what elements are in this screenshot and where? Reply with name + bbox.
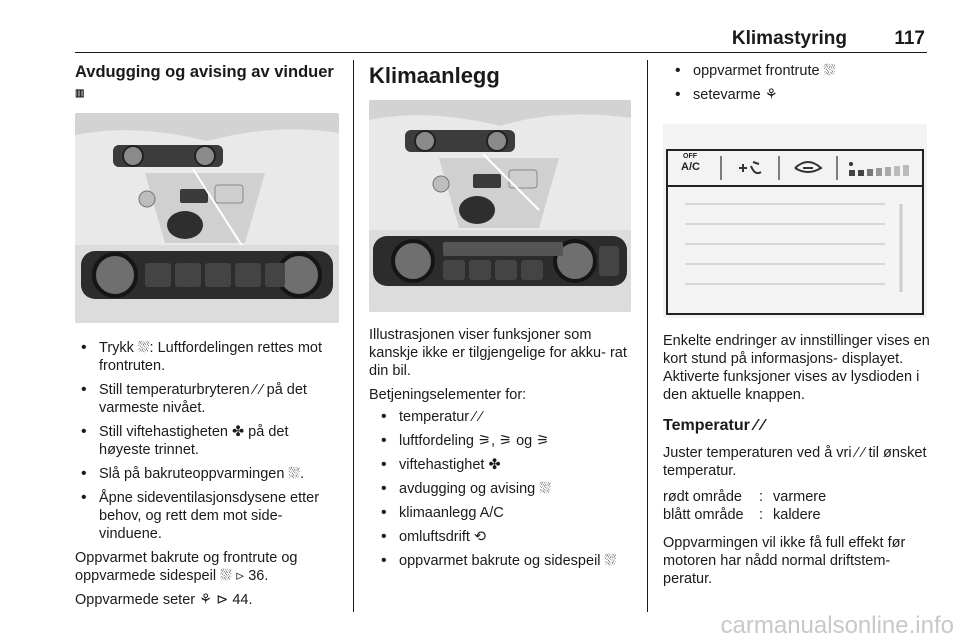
page-header [75, 26, 927, 52]
info-display-illustration [663, 124, 927, 318]
defrost-steps [75, 339, 343, 543]
ac-off-label: OFF [683, 153, 697, 160]
illustration-caption: Illustrasjonen viser funksjoner som kanskje ikke er tilgjengelige for akku- rat din bil. [369, 327, 627, 379]
paragraph-warmup: Oppvarmingen vil ikke få full effekt før motoren har nådd normal driftstem- peratur. [663, 535, 906, 587]
section-title: Klimastyring [731, 28, 847, 49]
table-key: rødt område [663, 489, 742, 505]
console-photo [75, 113, 339, 323]
list-item: • Åpne sideventilasjonsdysene etter behov, og rett dem mot side- vinduene. [75, 489, 343, 543]
section-heading-defrost: Avdugging og avising av vinduer ▥ [75, 62, 343, 104]
climate-photo [369, 100, 631, 312]
section-heading-climate: Klimaanlegg [369, 63, 500, 88]
page-number: 117 [894, 28, 925, 49]
paragraph-heated-mirrors: Oppvarmet bakrute og frontrute og oppvarmede sidespeil ⛆ ⊳ 36. [75, 550, 298, 584]
paragraph-temperature: Juster temperaturen ved å vri ⁄ ⁄ til ønsket temperatur. [663, 445, 927, 479]
control-list-continued [663, 62, 931, 104]
list-item: • setevarme ⚘ [663, 86, 931, 104]
front-defrost-icon: ▥ [75, 88, 85, 99]
watermark: carmanualsonline.info [720, 612, 954, 639]
list-item: • oppvarmet bakrute og sidespeil ⛆ [369, 552, 634, 570]
column-2 [369, 62, 634, 570]
info-display-image [663, 124, 927, 318]
column-divider-1 [353, 60, 354, 612]
ac-label: A/C [681, 161, 700, 173]
list-item: • klimaanlegg A/C [369, 504, 634, 522]
table-value: kaldere [773, 507, 821, 523]
list-item: • oppvarmet frontrute ⛆ [663, 62, 931, 80]
list-item: • temperatur ⁄ ⁄ [369, 408, 634, 426]
table-key: blått område [663, 507, 744, 523]
list-item: • omluftsdrift ⟲ [369, 528, 634, 546]
temperature-range-table [663, 488, 931, 524]
temperature-dial-glyph: ⁄ ⁄ [754, 417, 765, 434]
paragraph-heated-seats: Oppvarmede seter ⚘ ⊳ 44. [75, 592, 253, 608]
list-item: • luftfordeling ⚞, ⚞ og ⚞ [369, 432, 634, 450]
list-item: • avdugging og avising ⛆ [369, 480, 634, 498]
column-3 [663, 62, 931, 588]
list-item: • Still viftehastigheten ✤ på det høyeste trinnet. [75, 423, 343, 459]
column-1 [75, 62, 343, 609]
list-item: • viftehastighet ✤ [369, 456, 634, 474]
list-item: • Still temperaturbryteren ⁄ ⁄ på det varmeste nivået. [75, 381, 343, 417]
list-item: • Slå på bakruteoppvarmingen ⛆. [75, 465, 343, 483]
column-divider-2 [647, 60, 648, 612]
console-illustration [75, 113, 339, 323]
paragraph-settings: Enkelte endringer av innstillinger vises en kort stund på informasjons- displayet. Aktiverte funksjoner vises av lysdioden i den aktuelle knappen. [663, 333, 930, 403]
header-rule [75, 52, 927, 53]
subheading-temperature: Temperatur ⁄ ⁄ [663, 417, 765, 434]
list-item: • Trykk ⛆: Luftfordelingen rettes mot frontruten. [75, 339, 343, 375]
control-list [369, 408, 634, 570]
table-sep: : [759, 507, 764, 523]
table-value: varmere [773, 489, 827, 505]
list-intro: Betjeningselementer for: [369, 387, 527, 403]
climate-illustration [369, 100, 631, 312]
table-sep: : [759, 489, 764, 505]
